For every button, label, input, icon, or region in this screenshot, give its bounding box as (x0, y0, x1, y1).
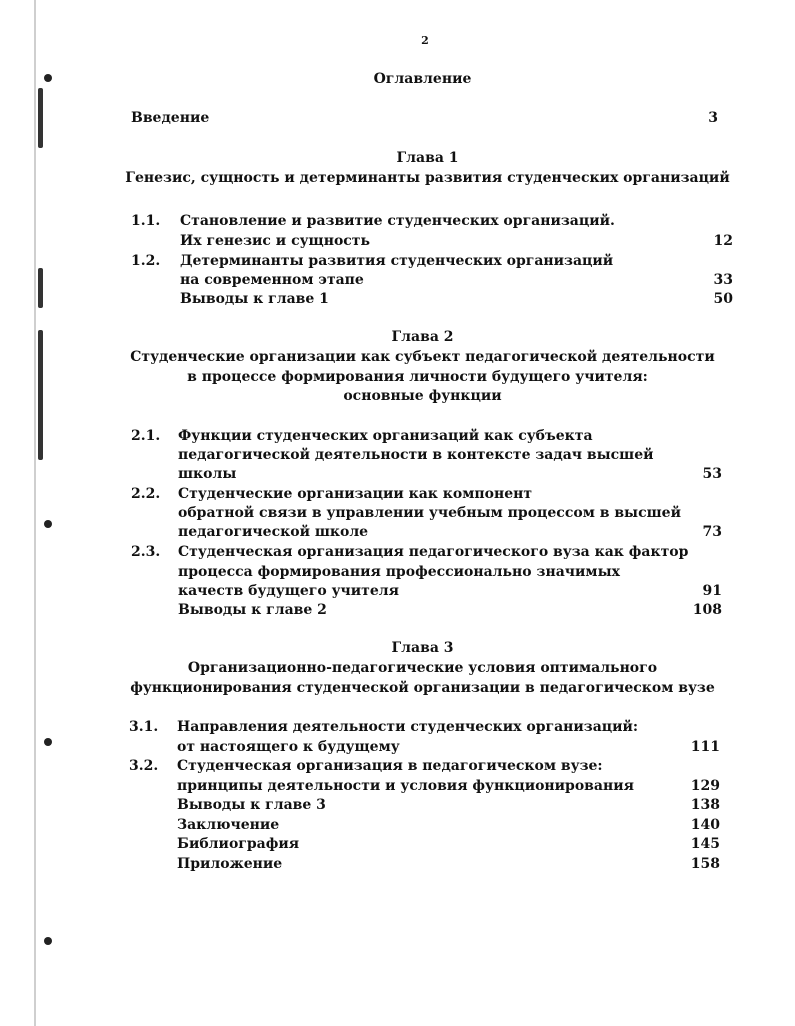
page-number: 2 (421, 34, 429, 47)
section-2-2-title-cont: педагогической школе (178, 524, 369, 540)
section-2-2-title-cont: обратной связи в управлении учебным процессом в высшей (178, 505, 681, 521)
section-2-1-number: 2.1. (131, 428, 161, 444)
scan-mark (38, 268, 43, 308)
section-3-2-title-cont: принципы деятельности и условия функционирования (177, 778, 634, 794)
section-2-1-title-cont: школы (178, 466, 237, 482)
section-2-1-title-cont: педагогической деятельности в контексте задач высшей (178, 447, 654, 463)
section-1-2-number: 1.2. (131, 253, 161, 269)
punch-hole-mark (44, 937, 52, 945)
chapter-3-heading: Глава 3 (391, 640, 454, 656)
section-2-2-title: Студенческие организации как компонент (178, 486, 533, 502)
back-matter-label: Заключение (177, 817, 280, 833)
section-1-1-title: Становление и развитие студенческих организаций. (180, 213, 615, 229)
section-3-2-page: 129 (690, 778, 720, 794)
toc-title: Оглавление (373, 71, 472, 87)
chapter-2-title: Студенческие организации как субъект педагогической деятельности (130, 349, 715, 365)
section-3-1-title-cont: от настоящего к будущему (177, 739, 400, 755)
section-2-3-number: 2.3. (131, 544, 161, 560)
section-1-1-page: 12 (713, 233, 733, 249)
section-1-2-page: 33 (713, 272, 733, 288)
back-matter-page: 140 (690, 817, 720, 833)
chapter-2-title-cont: основные функции (343, 388, 502, 404)
section-2-3-title-cont: качеств будущего учителя (178, 583, 399, 599)
back-matter-page: 158 (690, 856, 720, 872)
chapter-1-title: Генезис, сущность и детерминанты развития студенческих организаций (125, 170, 730, 186)
back-matter-label: Приложение (177, 856, 283, 872)
section-1-1-title-cont: Их генезис и сущность (180, 233, 370, 249)
section-3-2-number: 3.2. (129, 758, 159, 774)
chapter-1-conclusion-page: 50 (713, 291, 733, 307)
section-3-1-number: 3.1. (129, 719, 159, 735)
section-1-2-title-cont: на современном этапе (180, 272, 364, 288)
chapter-3-conclusion-page: 138 (690, 797, 720, 813)
section-2-3-title: Студенческая организация педагогического вуза как фактор (178, 544, 689, 560)
section-2-2-page: 73 (702, 524, 722, 540)
toc-intro-page: 3 (708, 110, 718, 126)
section-3-1-title: Направления деятельности студенческих организаций: (177, 719, 639, 735)
chapter-2-conclusion-page: 108 (692, 602, 722, 618)
chapter-3-conclusion-label: Выводы к главе 3 (177, 797, 326, 813)
punch-hole-mark (44, 738, 52, 746)
section-2-1-page: 53 (702, 466, 722, 482)
chapter-2-conclusion-label: Выводы к главе 2 (178, 602, 327, 618)
punch-hole-mark (44, 520, 52, 528)
section-1-2-title: Детерминанты развития студенческих организаций (180, 253, 614, 269)
scan-mark (38, 88, 43, 148)
chapter-3-title-cont: функционирования студенческой организации в педагогическом вузе (130, 680, 715, 696)
section-2-2-number: 2.2. (131, 486, 161, 502)
section-2-3-title-cont: процесса формирования профессионально значимых (178, 564, 620, 580)
chapter-1-conclusion-label: Выводы к главе 1 (180, 291, 329, 307)
chapter-1-heading: Глава 1 (396, 150, 459, 166)
chapter-2-heading: Глава 2 (391, 329, 454, 345)
section-3-2-title: Студенческая организация в педагогическом вузе: (177, 758, 603, 774)
section-1-1-number: 1.1. (131, 213, 161, 229)
section-2-1-title: Функции студенческих организаций как субъекта (178, 428, 593, 444)
chapter-3-title: Организационно-педагогические условия оптимального (187, 660, 658, 676)
back-matter-label: Библиография (177, 836, 300, 852)
back-matter-page: 145 (690, 836, 720, 852)
section-3-1-page: 111 (690, 739, 720, 755)
toc-intro-label: Введение (131, 110, 210, 126)
chapter-2-title-cont: в процессе формирования личности будущего учителя: (187, 369, 648, 385)
section-2-3-page: 91 (702, 583, 722, 599)
